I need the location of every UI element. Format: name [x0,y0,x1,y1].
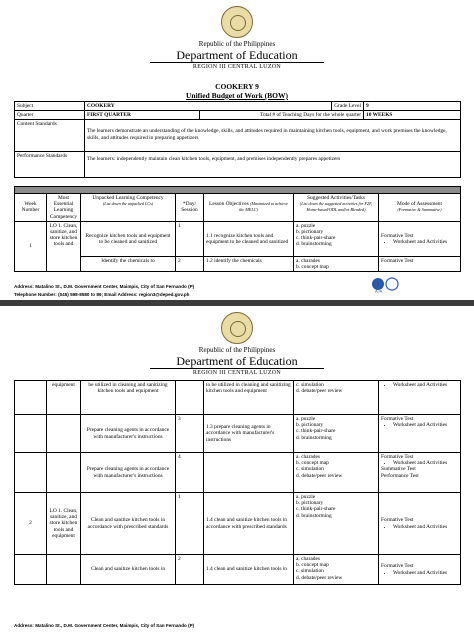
activity-item: a. charades [296,454,320,460]
mel-cell: LO 1. Clean, sanitize, and store kitchen tools and [47,221,81,271]
objectives-note: (Maximized to achieve the MELC) [239,201,288,213]
objectives-header-text: Lesson Objectives [209,201,249,208]
activities-cell [294,555,379,585]
activity-item: b. pictionary [296,229,324,236]
week-header: Week Number [15,194,47,222]
table-row [15,221,461,256]
table-row [15,256,461,271]
page-1 [0,0,474,300]
footer-address: Address: Matalino St., D.M. Government Center, Maimpis, City of San Fernando (P) [14,623,195,628]
assessment-type: Formative Test [381,232,414,239]
grade-value: 9 [364,102,461,111]
assessment-cell [379,493,461,555]
content-standards-label: Content Standards [15,120,85,152]
unpacked-cell: Prepare cleaning agents in accordance with manufacturer's instructions [81,453,176,493]
activity-item: d. debate/peer review [296,388,343,395]
activities-note: (List down the suggested activities for F2F, Home-based/ODL and/or Blended) [299,201,373,213]
subject-label: Subject [15,102,85,111]
content-standards-value: The learners demonstrate an understanding of the knowledge, skills, and attitudes required in maintaining kitchen tools, equipment, and work premises the knowledge, skills, and attitudes required in preparing appetizers [85,120,461,152]
activities-cell [294,221,379,256]
activity-item: b. pictionary [296,500,324,507]
activity-item: b. concept map [296,264,329,271]
days-label: Total # of Teaching Days for the whole quarter [200,111,364,120]
activities-cell [294,453,379,493]
assessment-header [379,194,461,222]
activities-cell [294,256,379,271]
unpacked-cell: be utilized in cleaning and sanitizing kitchen tools and equipment [81,381,176,415]
unpacked-cell: Clean and sanitize kitchen tools in accordance with prescribed standards [81,493,176,555]
mel-cell: LO 1. Clean, sanitize, and store kitchen tools and equipment [47,493,81,555]
activity-item: c. think-pair-share [296,235,336,242]
document-title [14,82,460,100]
mel-cell: equipment [47,381,81,415]
activity-item: d. brainstorming [296,434,332,441]
bow-table-page-1 [14,186,461,272]
assessment-cell [379,221,461,256]
republic-text: Republic of the Philippines [198,40,276,48]
assessment-cell: Formative Test [379,256,461,271]
subject-value: COOKERY [85,102,332,111]
week-cell [15,381,47,415]
days-value: 10 WEEKS [364,111,461,120]
activity-item: c. think-pair-share [296,506,336,513]
activities-cell [294,493,379,555]
assessment-extra: Performance Test [381,472,419,479]
activity-item: a. puzzle [296,416,316,422]
activity-item: d. debate/peer review [296,574,343,581]
assessment-item: • Worksheet and Activities [393,382,458,388]
objective-cell: 1.1 recognize kitchen tools and equipment to be cleaned and sanitized [204,221,294,256]
week-cell [15,453,47,493]
logo-text: AJA [375,288,383,294]
table-row [15,453,461,493]
day-cell: 1 [176,493,204,555]
assessment-item: • Worksheet and Activities [393,422,458,428]
subject-heading: COOKERY 9 [215,82,259,91]
assessment-type: Formative Test [381,416,414,422]
day-cell: 4 [176,453,204,493]
day-header: *Day/ Session [176,194,204,222]
objective-cell: to be utilized in cleaning and sanitizing kitchen tools and equipment [204,381,294,415]
department-title: Department of Education [176,48,298,62]
activities-header-text: Suggested Activities/Tasks [307,195,365,201]
grade-label: Grade Level [332,102,364,111]
mel-cell [47,453,81,493]
mel-cell [47,555,81,585]
day-cell: 2 [176,256,204,271]
objective-cell: 1.3 prepare cleaning agents in accordance with manufacturer's instructions [204,415,294,453]
activity-item: a. puzzle [296,222,316,229]
objective-cell: 1.2 identify the chemicals [204,256,294,271]
activities-cell [294,381,379,415]
day-cell [176,381,204,415]
activity-item: a. puzzle [296,494,316,500]
activity-item: d. brainstorming [296,512,332,519]
assessment-item: • Worksheet and Activities [393,239,458,245]
deped-seal-icon [221,312,253,344]
week-cell: 2 [15,493,47,555]
budget-heading: Unified Budget of Work (BOW) [186,91,288,100]
activity-item: b. concept map [296,460,329,467]
assessment-extra: Summative Test [381,466,416,473]
unpacked-header [81,194,176,222]
day-cell: 3 [176,415,204,453]
assessment-type: Formative Test [381,517,414,524]
activity-item: d. brainstorming [296,241,332,248]
region-text: REGION III CENTRAL LUZON [192,370,282,376]
activity-item: c. simulation [296,382,324,388]
page-2 [0,306,474,632]
mel-cell [47,415,81,453]
week-cell [15,555,47,585]
quarter-row [15,111,461,120]
region-text: REGION III CENTRAL LUZON [192,64,282,70]
activity-item: c. simulation [296,466,324,473]
performance-standards-value: The learners: independently maintain clean kitchen tools, equipment, and premises independently prepares appetizers [85,152,461,178]
quarter-value: FIRST QUARTER [85,111,200,120]
assessment-item: • Worksheet and Activities [393,570,458,576]
unpacked-cell: Clean and sanitize kitchen tools in [81,555,176,585]
unpacked-header-text: Unpacked Learning Competency [92,195,164,201]
objective-cell: 1.4 clean and sanitize kitchen tools in [204,555,294,585]
republic-text: Republic of the Philippines [198,346,276,354]
bow-table-page-2 [14,380,461,585]
table-row [15,415,461,453]
subject-row [15,102,461,111]
activity-item: a. charades [296,556,320,562]
header-divider [150,368,324,369]
gray-band [15,187,461,194]
assessment-cell [379,453,461,493]
activity-item: b. concept map [296,562,329,569]
activity-item: a. charades [296,257,320,264]
activity-item: d. debate/peer review [296,472,343,479]
objective-cell [204,453,294,493]
activities-cell [294,415,379,453]
footer-address: Address: Matalino St., D.M. Government Center, Maimpis, City of San Fernando (P) [14,284,195,289]
table-row [15,381,461,415]
column-header-row [15,194,461,222]
table-row [15,555,461,585]
objective-cell: 1.4 clean and sanitize kitchen tools in accordance with prescribed standards [204,493,294,555]
table-row [15,493,461,555]
day-cell: 2 [176,555,204,585]
department-title: Department of Education [176,354,298,368]
assessment-cell [379,381,461,415]
assessment-item: • Worksheet and Activities [393,524,458,530]
activity-item: c. simulation [296,568,324,575]
unpacked-cell: Recognize kitchen tools and equipment to be cleaned and sanitized [81,221,176,256]
assessment-type: Formative Test [381,563,414,570]
info-table [14,101,461,178]
unpacked-cell: Prepare cleaning agents in accordance with manufacturer's instructions [81,415,176,453]
assessment-cell [379,555,461,585]
week-cell [15,415,47,453]
content-standards-row [15,120,461,152]
assessment-header-text: Mode of Assessment [397,201,442,208]
assessment-type: Formative Test [381,454,414,460]
accreditation-logo-icon [372,276,406,294]
unpacked-cell: Identify the chemicals to [81,256,176,271]
activity-item: b. pictionary [296,422,324,429]
quarter-label: Quarter [15,111,85,120]
performance-standards-label: Performance Standards [15,152,85,178]
performance-standards-row [15,152,461,178]
activities-header [294,194,379,222]
week-cell: 1 [15,221,47,271]
mel-header: Most Essential Learning Competency [47,194,81,222]
footer-phone: Telephone Number: (045) 598-8580 to 89; Email Address: region3@deped.gov.ph [14,292,190,297]
header-divider [150,62,324,63]
assessment-item: • Worksheet and Activities [393,460,458,466]
objectives-header [204,194,294,222]
assessment-cell [379,415,461,453]
day-cell: 1 [176,221,204,256]
assessment-note: (Formative & Summative) [397,207,442,213]
deped-seal-icon [221,6,253,38]
unpacked-note: (List down the unpacked LCs) [102,201,154,207]
activity-item: c. think-pair-share [296,428,336,435]
